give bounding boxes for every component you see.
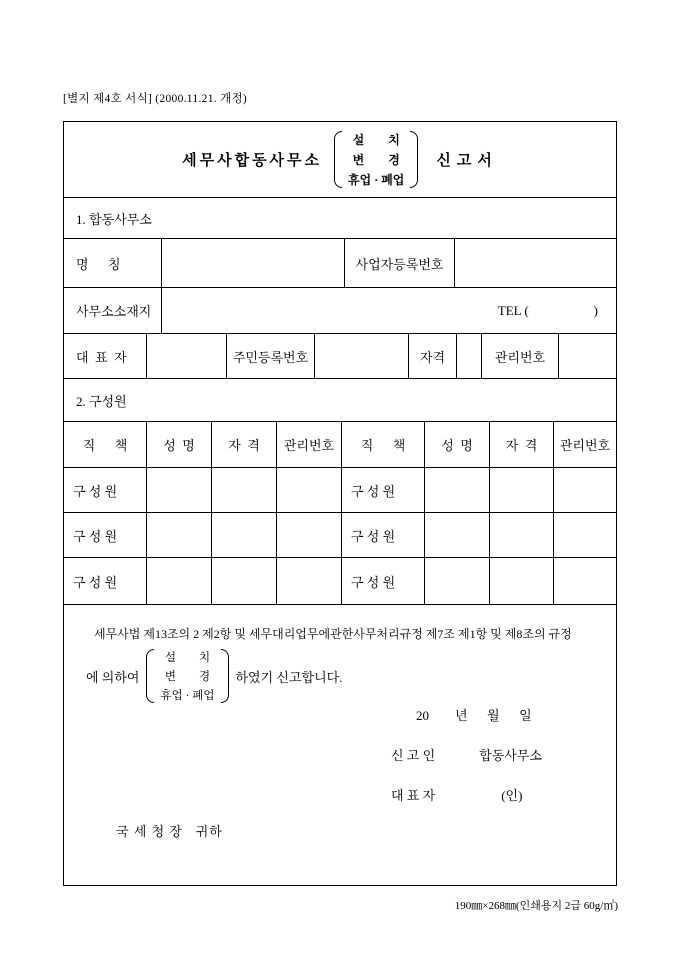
- member-title: 구 성 원: [73, 574, 118, 590]
- title-option-closure: 휴업 · 폐업: [348, 173, 405, 187]
- member-mgmtnum-input-cell[interactable]: [553, 468, 616, 512]
- member-title: 구 성 원: [351, 528, 396, 544]
- right-paren-icon: [410, 131, 418, 188]
- member-header-cell: [64, 422, 146, 467]
- left-paren-icon: [334, 131, 342, 188]
- member-qualification-input-cell[interactable]: [211, 513, 276, 557]
- qualification-label-cell: [408, 334, 456, 378]
- member-title: 구 성 원: [351, 483, 396, 499]
- office-name-label: 명 칭: [76, 256, 121, 272]
- declaration-option-change: 변 경: [164, 671, 211, 683]
- member-mgmtnum-input-cell[interactable]: [276, 558, 341, 604]
- member-title-cell: [64, 558, 146, 604]
- office-name-input-cell[interactable]: [161, 239, 344, 287]
- representative-label-cell: [64, 334, 146, 378]
- representative-row: [64, 333, 616, 378]
- header-name-right: 성 명: [441, 438, 473, 453]
- reporter-line: [391, 745, 542, 764]
- paper-spec-note: 190㎜×268㎜(인쇄용지 2급 60g/㎡): [454, 900, 618, 912]
- business-reg-input-cell[interactable]: [454, 239, 616, 287]
- representative-label: 대 표 자: [76, 349, 127, 365]
- member-name-input-cell[interactable]: [424, 558, 489, 604]
- member-mgmtnum-input-cell[interactable]: [553, 558, 616, 604]
- tel-label: TEL ( ): [497, 302, 598, 318]
- member-header-cell: [211, 422, 276, 467]
- form-title-suffix: 신고서: [436, 153, 498, 169]
- section1-heading: 1. 합동사무소: [76, 211, 152, 227]
- member-name-input-cell[interactable]: [146, 513, 211, 557]
- report-date-line: 20 년 월 일: [416, 708, 532, 723]
- reporter-label: 신 고 인: [391, 748, 436, 763]
- member-mgmtnum-input-cell[interactable]: [276, 468, 341, 512]
- declaration-options-bracket: [146, 649, 228, 703]
- seal-mark: (인): [501, 788, 523, 803]
- office-name-row: [64, 238, 616, 287]
- declaration-option-establishment: 설 치: [164, 652, 211, 664]
- management-number-input-cell[interactable]: [558, 334, 616, 378]
- member-qualification-input-cell[interactable]: [489, 468, 553, 512]
- header-position-left: 직 책: [82, 438, 128, 453]
- declaration-prefix: 에 의하여: [86, 669, 140, 685]
- member-qualification-input-cell[interactable]: [489, 558, 553, 604]
- member-row: [64, 512, 616, 557]
- member-title: 구 성 원: [73, 483, 118, 499]
- resident-number-label-cell: [226, 334, 314, 378]
- member-header-cell: [341, 422, 424, 467]
- section2-heading-row: [64, 378, 616, 421]
- reporter-value: 합동사무소: [479, 748, 542, 763]
- form-title-prefix: 세무사합동사무소: [182, 153, 323, 169]
- header-qualification-right: 자 격: [505, 438, 538, 453]
- office-address-label: 사무소소재지: [76, 304, 152, 319]
- declaration-option-closure: 휴업 · 폐업: [160, 690, 215, 702]
- declaration-text-line1: 세무사법 제13조의 2 제2항 및 세무대리업무에관한사무처리규정 제7조 제1항 및 제8조의 규정: [94, 627, 572, 641]
- qualification-label: 자격: [419, 349, 446, 365]
- member-mgmtnum-input-cell[interactable]: [276, 513, 341, 557]
- representative-signature-line: [391, 785, 522, 804]
- member-title-cell: [341, 468, 424, 512]
- member-title: 구 성 원: [351, 574, 396, 590]
- office-address-row: [64, 287, 616, 333]
- member-row: [64, 467, 616, 512]
- member-qualification-input-cell[interactable]: [489, 513, 553, 557]
- member-header-cell: [553, 422, 616, 467]
- business-reg-label: 사업자등록번호: [355, 256, 444, 272]
- member-header-cell: [489, 422, 553, 467]
- header-mgmtnum-left: 관리번호: [283, 438, 335, 453]
- section1-heading-row: [64, 197, 616, 238]
- member-name-input-cell[interactable]: [146, 558, 211, 604]
- office-name-label-cell: [64, 239, 161, 287]
- office-address-label-cell: [64, 288, 161, 333]
- form-reference-label: [별지 제4호 서식] (2000.11.21. 개정): [63, 93, 248, 105]
- member-header-cell: [276, 422, 341, 467]
- header-qualification-left: 자 격: [228, 438, 260, 453]
- resident-number-label: 주민등록번호: [232, 349, 309, 365]
- right-paren-icon: [221, 649, 229, 703]
- section2-heading-cell: [64, 379, 616, 421]
- title-options-bracket: [334, 131, 418, 188]
- header-mgmtnum-right: 관리번호: [559, 438, 611, 453]
- form-title-row: [64, 122, 616, 197]
- office-address-input-cell[interactable]: [161, 288, 616, 333]
- member-title: 구 성 원: [73, 528, 118, 544]
- title-option-change: 변 경: [352, 153, 400, 167]
- declaration-suffix: 하였기 신고합니다.: [235, 669, 343, 685]
- member-qualification-input-cell[interactable]: [211, 468, 276, 512]
- section2-heading: 2. 구성원: [76, 393, 127, 409]
- member-title-cell: [64, 468, 146, 512]
- member-name-input-cell[interactable]: [424, 468, 489, 512]
- representative-signature-label: 대 표 자: [391, 788, 436, 803]
- member-header-cell: [424, 422, 489, 467]
- member-title-cell: [64, 513, 146, 557]
- recipient-line: 국 세 청 장 귀하: [116, 824, 223, 839]
- management-number-label: 관리번호: [494, 349, 546, 365]
- declaration-section: [64, 604, 616, 885]
- qualification-input-cell[interactable]: [456, 334, 481, 378]
- left-paren-icon: [146, 649, 154, 703]
- member-name-input-cell[interactable]: [424, 513, 489, 557]
- section1-heading-cell: [64, 198, 616, 238]
- management-number-label-cell: [481, 334, 558, 378]
- header-position-right: 직 책: [360, 438, 406, 453]
- declaration-text-line2: [86, 649, 342, 703]
- member-title-cell: [341, 513, 424, 557]
- member-mgmtnum-input-cell[interactable]: [553, 513, 616, 557]
- member-title-cell: [341, 558, 424, 604]
- report-form: [63, 121, 617, 886]
- member-header-cell: [146, 422, 211, 467]
- resident-number-input-cell[interactable]: [314, 334, 408, 378]
- title-option-establishment: 설 치: [352, 133, 400, 147]
- business-reg-label-cell: [344, 239, 454, 287]
- members-header-row: [64, 421, 616, 467]
- member-qualification-input-cell[interactable]: [211, 558, 276, 604]
- representative-input-cell[interactable]: [146, 334, 226, 378]
- header-name-left: 성 명: [163, 438, 195, 453]
- member-name-input-cell[interactable]: [146, 468, 211, 512]
- member-row: [64, 557, 616, 604]
